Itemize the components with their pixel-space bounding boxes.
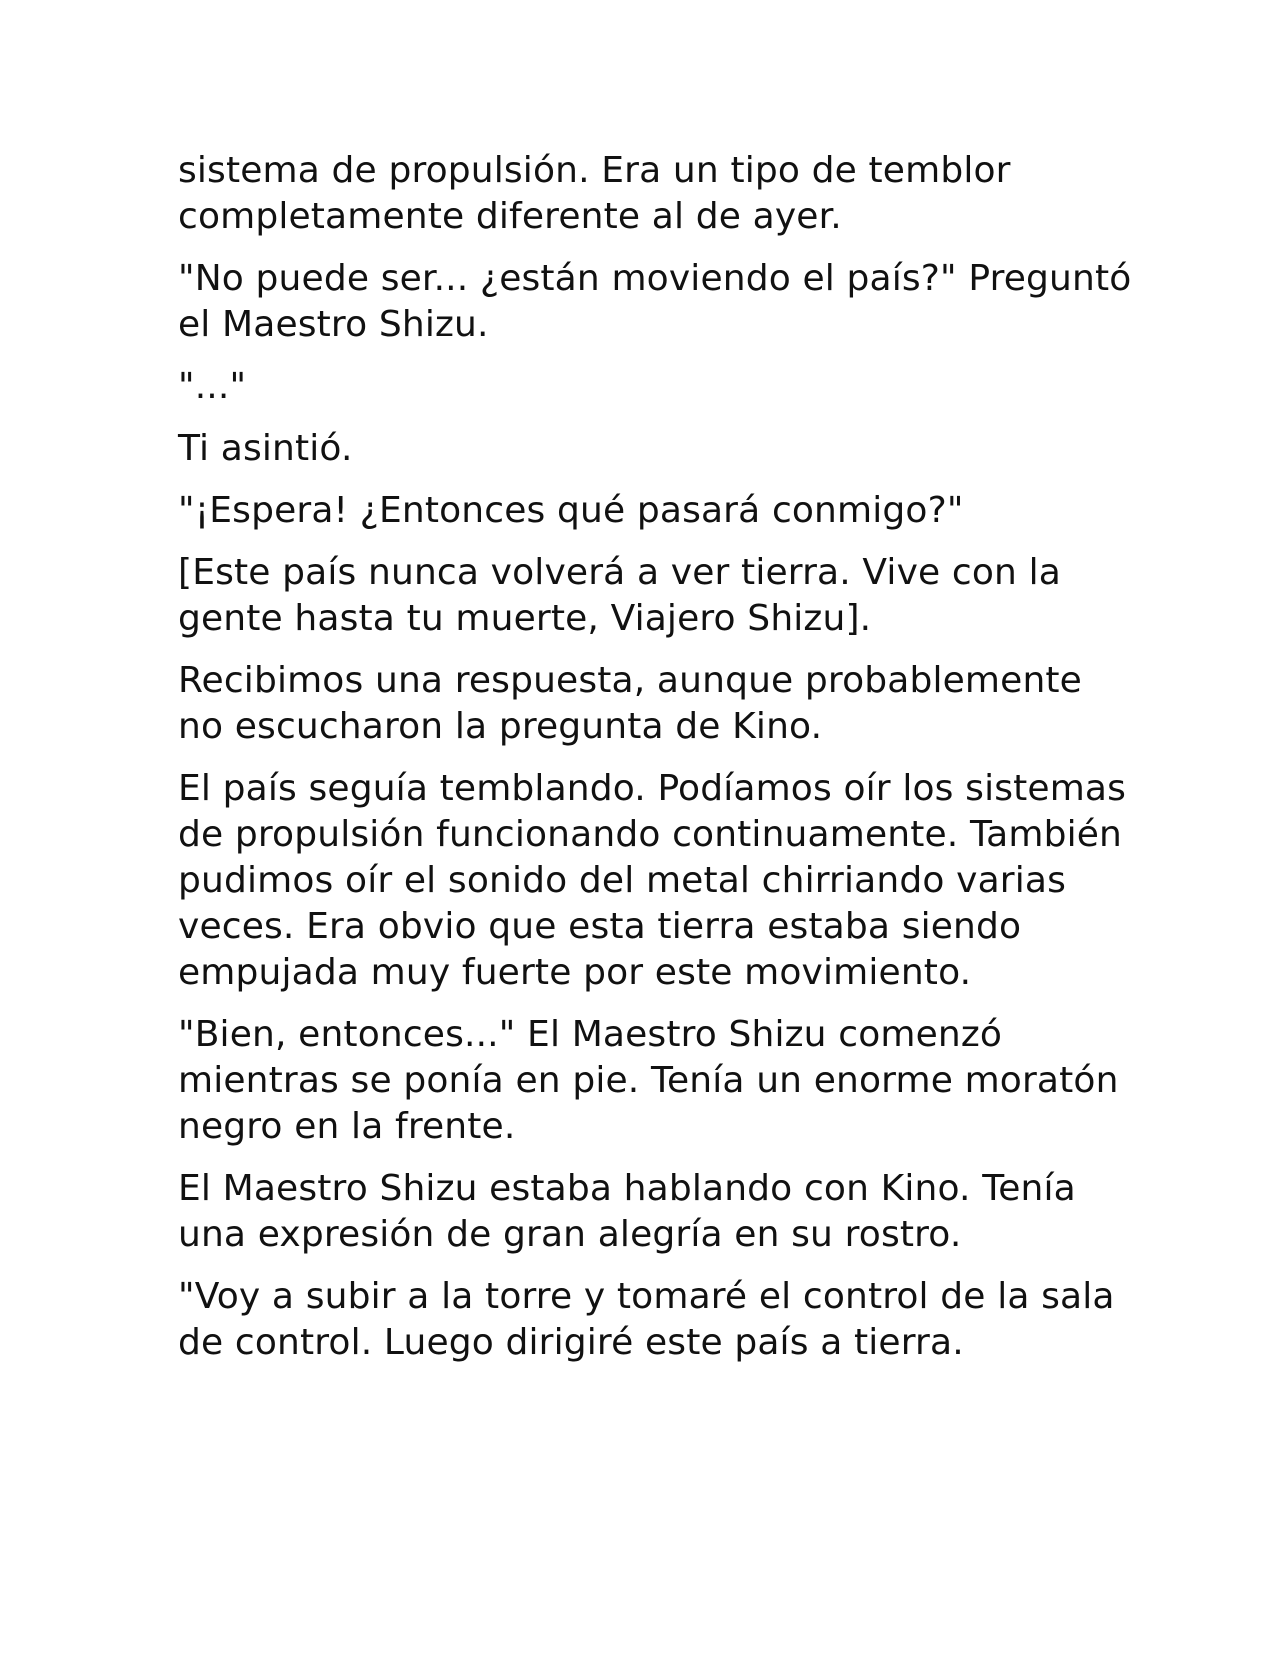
document-body	[178, 148, 1138, 1382]
paragraph: Ti asintió.	[178, 428, 353, 469]
paragraph: "Voy a subir a la torre y tomaré el control de la sala de control. Luego dirigiré este país a tierra.	[178, 1276, 1115, 1363]
paragraph: "¡Espera! ¿Entonces qué pasará conmigo?"	[178, 490, 964, 531]
paragraph: El país seguía temblando. Podíamos oír los sistemas de propulsión funcionando continuamente. También pudimos oír el sonido del metal chirriando varias veces. Era obvio que esta tierra estaba siendo empujada muy fuerte por este movimiento.	[178, 768, 1127, 993]
paragraph: "Bien, entonces..." El Maestro Shizu comenzó mientras se ponía en pie. Tenía un enorme moratón negro en la frente.	[178, 1014, 1119, 1147]
paragraph: El Maestro Shizu estaba hablando con Kino. Tenía una expresión de gran alegría en su rostro.	[178, 1168, 1076, 1255]
paragraph: [Este país nunca volverá a ver tierra. Vive con la gente hasta tu muerte, Viajero Shizu].	[178, 552, 1061, 639]
paragraph: Recibimos una respuesta, aunque probablemente no escucharon la pregunta de Kino.	[178, 660, 1082, 747]
paragraph: "No puede ser... ¿están moviendo el país?" Preguntó el Maestro Shizu.	[178, 258, 1132, 345]
paragraph: sistema de propulsión. Era un tipo de temblor completamente diferente al de ayer.	[178, 150, 1011, 237]
paragraph: "..."	[178, 366, 247, 407]
